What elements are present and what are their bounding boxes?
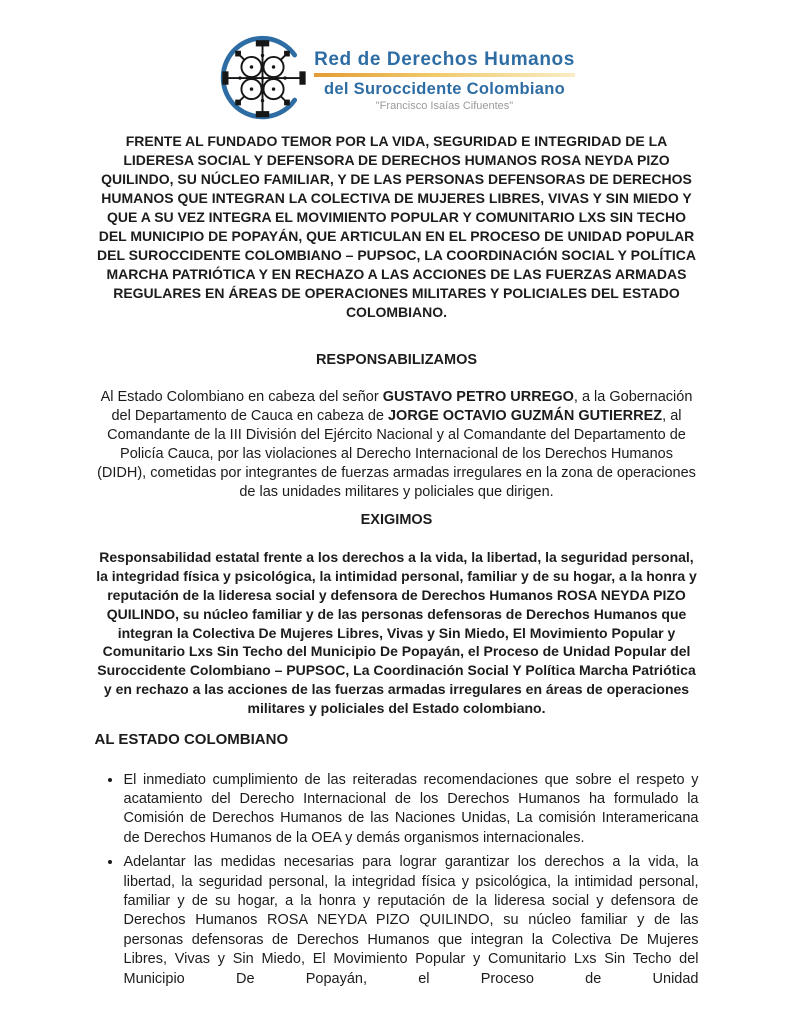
paragraph-segment: , a la Gobernación del Departamento de Cauca en cabeza de	[111, 389, 693, 424]
heading-responsabilizamos: RESPONSABILIZAMOS	[315, 352, 478, 368]
person-name-petro: GUSTAVO PETRO URREGO	[382, 389, 574, 405]
demand-text: Adelantar las medidas necesarias para lograr garantizar los derechos a la vida, la libertad, la seguridad personal, la integridad física y psicológica, la intimidad personal, familiar y de su hogar, a la honra y reputación de la lideresa social y defensora de Derechos Humanos ROSA NEYDA PIZO QUILINDO, su núcleo familiar y de las personas defensoras de Derechos Humanos que integran la Colectiva De Mujeres Libres, Vivas y Sin Miedo, El Movimiento Popular y Comunitario Lxs Sin Techo del Municipio De Popayán, el Proceso de Unidad	[123, 854, 699, 987]
demand-item	[123, 771, 699, 849]
person-name-guzman: JORGE OCTAVIO GUZMÁN GUTIERREZ	[387, 407, 663, 424]
logo-subtitle: del Suroccidente Colombiano	[324, 80, 565, 98]
organization-logo	[0, 0, 793, 123]
paragraph-segment: , al Comandante de la III División del Ejército Nacional y al Comandante del Departamento de Policía Cauca, por las violaciones al Derecho Internacional de los Derechos Humanos (DIDH), cometidas por integrantes de fuerzas armadas irregulares en la zona de operaciones de las unidades militares y policiales que dirigen.	[97, 407, 696, 500]
logo-tagline: "Francisco Isaías Cifuentes"	[375, 100, 514, 112]
document-title: FRENTE AL FUNDADO TEMOR POR LA VIDA, SEGURIDAD E INTEGRIDAD DE LA LIDERESA SOCIAL Y DEFENSORA DE DERECHOS HUMANOS ROSA NEYDA PIZO QUILINDO, SU NÚCLEO FAMILIAR, Y DE LAS PERSONAS DEFENSORAS DE DERECHOS HUMANOS QUE INTEGRAN LA COLECTIVA DE MUJERES LIBRES, VIVAS Y SIN MIEDO Y QUE A SU VEZ INTEGRA EL MOVIMIENTO POPULAR Y COMUNITARIO LXS SIN TECHO DEL MUNICIPIO DE POPAYÁN, QUE ARTICULAN EN EL PROCESO DE UNIDAD POPULAR DEL SUROCCIDENTE COLOMBIANO – PUPSOC, LA COORDINACIÓN SOCIAL Y POLÍTICA MARCHA PATRIÓTICA Y EN RECHAZO A LAS ACCIONES DE LAS FUERZAS ARMADAS REGULARES EN ÁREAS DE OPERACIONES MILITARES Y POLICIALES DEL ESTADO COLOMBIANO.	[97, 133, 696, 320]
document-body	[95, 132, 699, 989]
demand-item	[123, 853, 699, 989]
logo-text-block	[314, 33, 575, 113]
logo-gold-rule	[314, 73, 575, 77]
paragraph-exigimos: Responsabilidad estatal frente a los derechos a la vida, la libertad, la seguridad personal, la integridad física y psicológica, la intimidad personal, familiar y de su hogar, a la honra y reputación de la lideresa social y defensora de Derechos Humanos ROSA NEYDA PIZO QUILINDO, su núcleo familiar y de las personas defensoras de Derechos Humanos que integran la Colectiva De Mujeres Libres, Vivas y Sin Miedo, El Movimiento Popular y Comunitario Lxs Sin Techo del Municipio De Popayán, el Proceso de Unidad Popular del Suroccidente Colombiano – PUPSOC, La Coordinación Social Y Política Marcha Patriótica y en rechazo a las acciones de las fuerzas armadas irregulares en áreas de operaciones militares y policiales del Estado colombiano.	[96, 549, 697, 716]
indigenous-network-emblem-icon	[218, 33, 308, 125]
demands-list	[95, 771, 699, 989]
heading-exigimos: EXIGIMOS	[360, 512, 433, 529]
demand-text: El inmediato cumplimiento de las reiteradas recomendaciones que sobre el respeto y acatamiento del Derecho Internacional de los Derechos Humanos ha formulado la Comisión de Derechos Humanos de las Naciones Unidas, La comisión Interamericana de Derechos Humanos de la OEA y demás organismos internacionales.	[123, 771, 699, 846]
paragraph-segment: Al Estado Colombiano en cabeza del señor	[100, 389, 383, 405]
logo-title: Red de Derechos Humanos	[314, 49, 575, 70]
paragraph-responsabilizamos	[95, 388, 699, 501]
heading-al-estado-colombiano: AL ESTADO COLOMBIANO	[94, 730, 289, 748]
